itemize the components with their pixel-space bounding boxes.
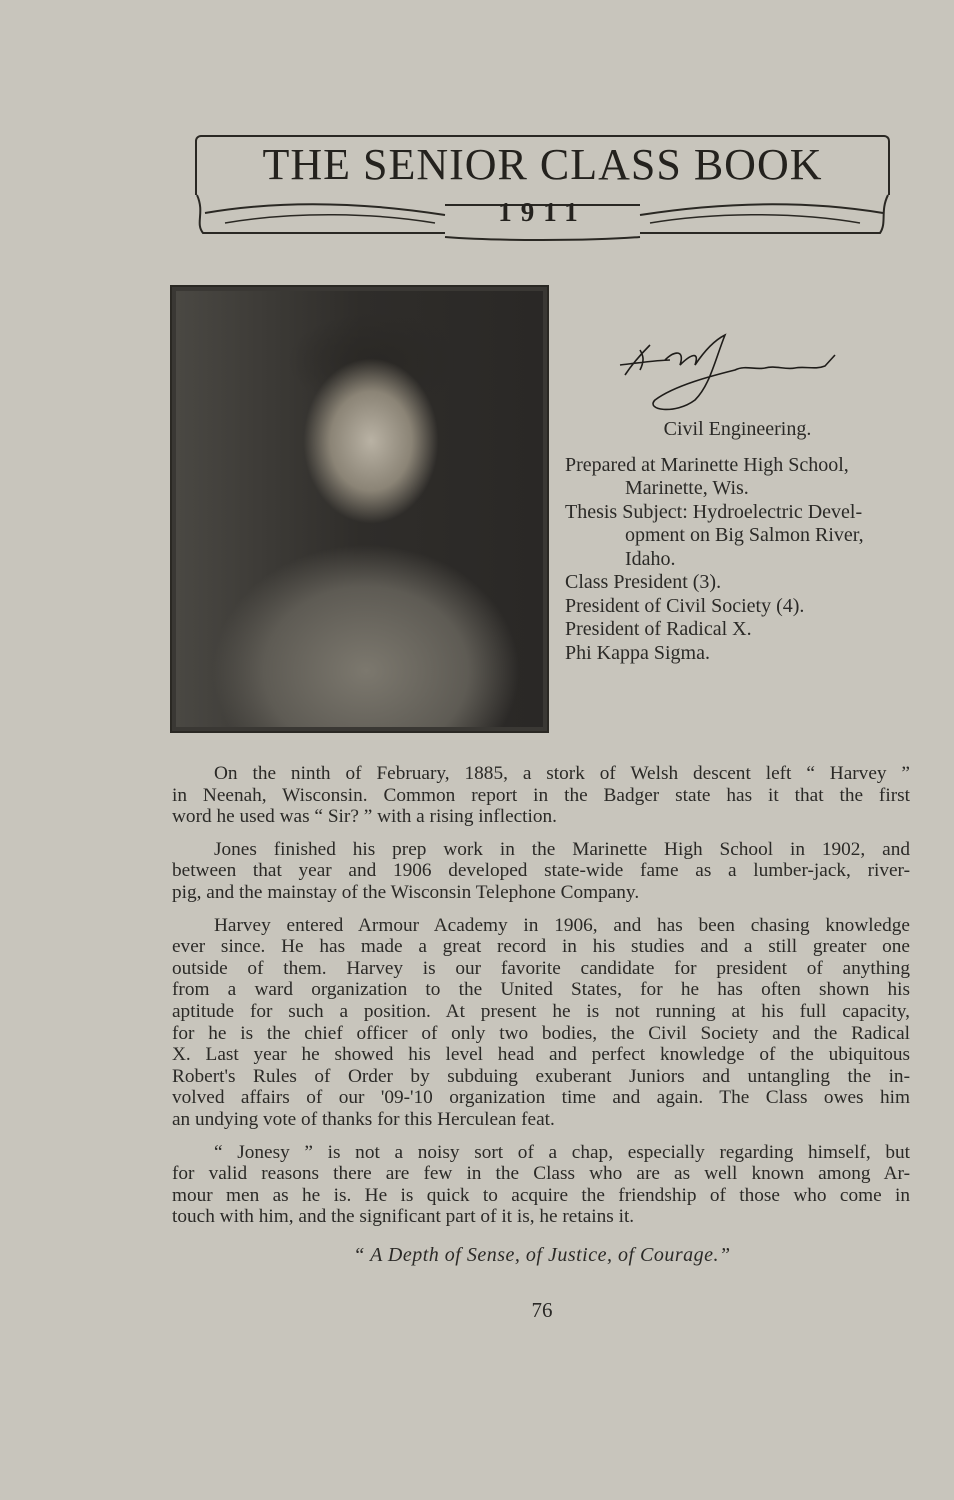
text-line: outside of them. Harvey is our favorite candidate for president of anything [172, 957, 910, 979]
portrait-photo [170, 285, 549, 733]
paragraph [172, 839, 910, 904]
page-header [195, 135, 890, 245]
profile-entry [565, 454, 925, 501]
text-line: X. Last year he showed his level head and perfect knowledge of the ubiquitous [172, 1044, 910, 1066]
text-line: for he is the chief officer of only two bodies, the Civil Society and the Radical [172, 1022, 910, 1044]
text-line: “ Jonesy ” is not a noisy sort of a chap, especially regarding himself, but [214, 1141, 910, 1163]
header-year: 1911 [498, 197, 587, 227]
text-line: aptitude for such a position. At present he is not running at his full capacity, [172, 1000, 910, 1022]
text-line: Robert's Rules of Order by subduing exuberant Juniors and untangling the in- [172, 1065, 910, 1087]
book-title: THE SENIOR CLASS BOOK [262, 140, 823, 189]
text-line: an undying vote of thanks for this Herculean feat. [172, 1108, 555, 1130]
text-line: volved affairs of our '09-'10 organization time and again. The Class owes him [172, 1087, 910, 1109]
text-line: between that year and 1906 developed state-wide fame as a lumber-jack, river- [172, 860, 910, 882]
profile-entry-line: President of Civil Society (4). [565, 594, 805, 617]
profile-entry [565, 618, 925, 642]
profile-entry-line: President of Radical X. [565, 618, 752, 640]
profile-entry-continuation: opment on Big Salmon River, [625, 524, 864, 546]
text-line: word he used was “ Sir? ” with a rising inflection. [172, 806, 557, 828]
paragraph [172, 1142, 910, 1228]
profile-entry-continuation: Idaho. [625, 547, 676, 570]
paragraph [172, 763, 910, 828]
profile-entry-continuation: Marinette, Wis. [625, 477, 749, 499]
text-line: for valid reasons there are few in the Class who are as well known among Ar- [172, 1163, 910, 1185]
text-line: touch with him, and the significant part of it is, he retains it. [172, 1206, 635, 1228]
profile-entry [565, 642, 925, 666]
motto: “ A Depth of Sense, of Justice, of Courage.” [353, 1244, 731, 1266]
profile-entry [565, 501, 925, 572]
text-line: from a ward organization to the United States, for he has often shown his [172, 979, 910, 1001]
text-line: On the ninth of February, 1885, a stork of Welsh descent left “ Harvey ” [214, 763, 910, 784]
course-name: Civil Engineering. [663, 418, 812, 440]
profile-entry-line: Phi Kappa Sigma. [565, 641, 710, 664]
biography-text [172, 763, 910, 1239]
text-line: mour men as he is. He is quick to acquire the friendship of those who come in [172, 1184, 910, 1206]
profile-entry-line: Class President (3). [565, 571, 722, 593]
page-number: 76 [531, 1298, 553, 1322]
paragraph [172, 915, 910, 1131]
text-line: pig, and the mainstay of the Wisconsin Telephone Company. [172, 881, 640, 903]
text-line: in Neenah, Wisconsin. Common report in the Badger state has it that the first [172, 784, 910, 806]
profile-entry-line: Thesis Subject: Hydroelectric Devel- [565, 500, 863, 523]
profile-details [565, 418, 925, 665]
profile-entry [565, 595, 925, 619]
text-line: Harvey entered Armour Academy in 1906, and has been chasing knowledge [214, 914, 910, 936]
profile-entry-line: Prepared at Marinette High School, [565, 453, 849, 476]
handwritten-signature [615, 330, 855, 420]
profile-entry [565, 571, 925, 595]
text-line: Jones finished his prep work in the Marinette High School in 1902, and [214, 838, 910, 860]
text-line: ever since. He has made a great record in his studies and a still greater one [172, 936, 910, 958]
